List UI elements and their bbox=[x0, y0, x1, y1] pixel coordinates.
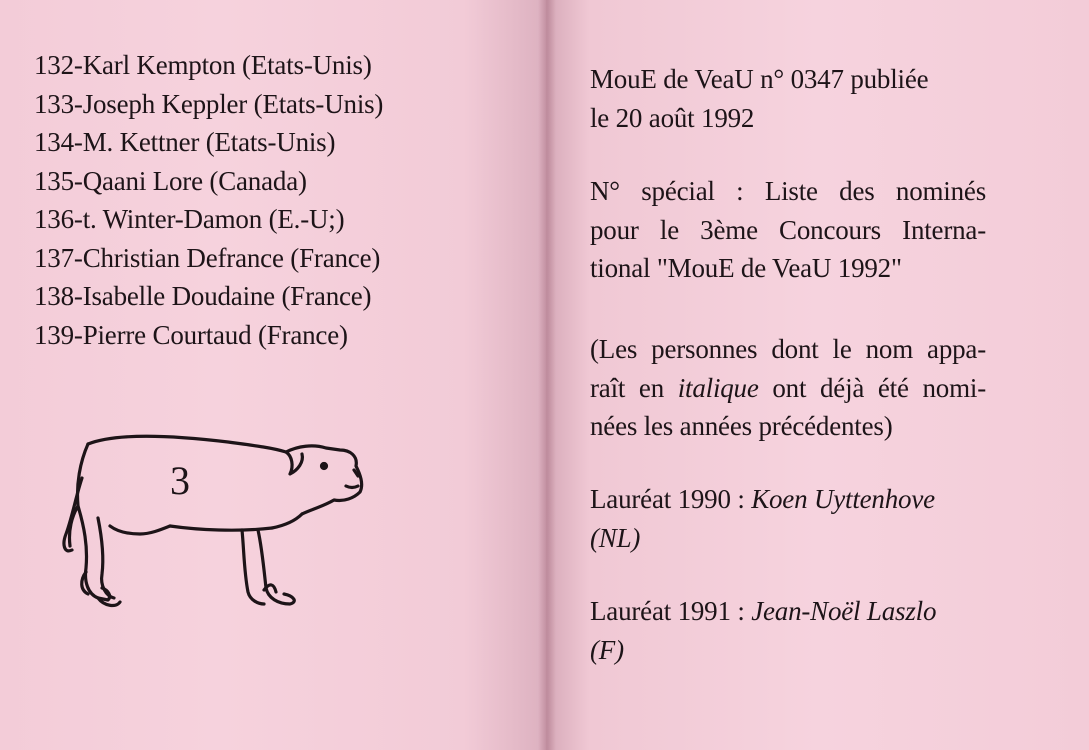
laureat-country: (F) bbox=[590, 634, 624, 665]
book-gutter bbox=[538, 0, 556, 750]
special-line: tional "MouE de VeaU 1992" bbox=[590, 253, 902, 283]
nominee-item: 137-Christian Defrance (France) bbox=[34, 242, 381, 273]
italic-note bbox=[590, 330, 986, 446]
note-italic-word: italique bbox=[677, 372, 759, 403]
note-line: nées les années précédentes) bbox=[590, 411, 893, 441]
publication-info bbox=[590, 60, 928, 137]
publication-date: le 20 août 1992 bbox=[590, 102, 755, 133]
nominee-item: 139-Pierre Courtaud (France) bbox=[34, 319, 348, 350]
note-line: (Les personnes dont le nom appa- bbox=[590, 334, 986, 364]
nominee-item: 132-Karl Kempton (Etats-Unis) bbox=[34, 50, 372, 80]
special-line: N° spécial : Liste des nominés bbox=[590, 176, 986, 206]
special-line: pour le 3ème Concours Interna- bbox=[590, 214, 986, 245]
laureat-country: (NL) bbox=[590, 522, 641, 553]
note-text: ont déjà été nomi- bbox=[758, 372, 986, 403]
nominee-item: 133-Joseph Keppler (Etats-Unis) bbox=[34, 88, 384, 119]
note-text: raît en bbox=[590, 372, 678, 403]
special-issue bbox=[590, 172, 986, 288]
publication-line: MouE de VeaU n° 0347 publiée bbox=[590, 64, 929, 94]
laureat-line bbox=[590, 480, 935, 519]
nominee-item: 134-M. Kettner (Etats-Unis) bbox=[34, 127, 336, 157]
nominee-item: 138-Isabelle Doudaine (France) bbox=[34, 281, 372, 311]
laureat-line bbox=[590, 592, 936, 631]
laureat-name: Koen Uyttenhove bbox=[751, 484, 935, 514]
nominee-item: 135-Qaani Lore (Canada) bbox=[34, 165, 307, 196]
laureat-label: Lauréat 1990 : bbox=[590, 484, 752, 514]
nominee-list bbox=[34, 46, 383, 354]
laureat-name: Jean-Noël Laszlo bbox=[751, 596, 937, 626]
calf-illustration bbox=[58, 422, 368, 622]
note-line bbox=[590, 369, 986, 408]
laureat-1991 bbox=[590, 592, 936, 669]
laureat-label: Lauréat 1991 : bbox=[590, 596, 752, 626]
calf-number: 3 bbox=[170, 458, 190, 503]
nominee-item: 136-t. Winter-Damon (E.-U;) bbox=[34, 204, 345, 234]
laureat-1990 bbox=[590, 480, 935, 557]
